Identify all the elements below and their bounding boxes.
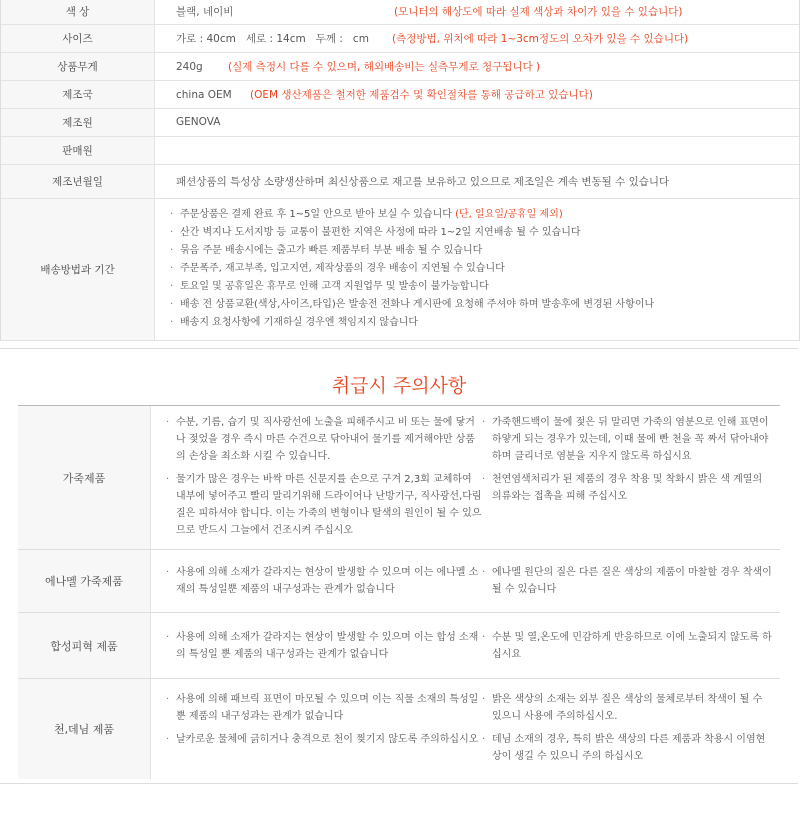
country-label: 제조국 (1, 80, 155, 108)
spec-row-size (1, 24, 799, 52)
list-item: · 산간 벽지나 도서지방 등 교통이 불편한 지역은 사정에 따라 1~2일 지연배송 될 수 있습니다 (170, 224, 798, 242)
care-section (0, 348, 798, 784)
spec-row-seller (1, 136, 799, 164)
weight-value: 240g (176, 60, 203, 73)
date-label: 제조년월일 (1, 164, 155, 198)
synth-label: 합성피혁 제품 (18, 613, 151, 678)
list-item: · 토요일 및 공휴일은 휴무로 인해 고객 지원업무 및 발송이 불가능합니다 (170, 278, 798, 296)
list-item: · 가죽핸드백이 물에 젖은 뒤 말리면 가죽의 염분으로 인해 표면이 하얗게 되는 경우가 있는데, 이때 물에 빤 천을 꼭 짜서 닦아내야 하며 클리너로 염분을 지우지 않도록 하십시요 (482, 414, 772, 465)
color-value: 블랙, 네이비 (176, 6, 234, 19)
leather-label: 가죽제품 (18, 406, 151, 549)
size-label: 사이즈 (1, 24, 155, 52)
list-item: · 사용에 의해 소재가 갈라지는 현상이 발생할 수 있으며 이는 합성 소재의 특성일 뿐 제품의 내구성과는 관계가 없습니다 (166, 629, 482, 663)
date-value: 패션상품의 특성상 소량생산하며 최신상품으로 재고를 보유하고 있으므로 제조일은 계속 변동될 수 있습니다 (155, 164, 800, 198)
delivery-label: 배송방법과 기간 (1, 198, 155, 340)
size-note: (측정방법, 위치에 따라 1~3cm정도의 오차가 있을 수 있습니다) (392, 32, 689, 45)
list-item: · 묶음 주문 배송시에는 출고가 빠른 제품부터 부분 배송 될 수 있습니다 (170, 242, 798, 260)
list-item: · 에나멜 원단의 질은 다른 질은 색상의 제품이 마찰할 경우 착색이 될 수 있습니다 (482, 564, 772, 598)
care-table (18, 405, 780, 779)
color-note: (모니터의 해상도에 따라 실제 색상과 차이가 있을 수 있습니다) (394, 6, 683, 19)
weight-label: 상품무게 (1, 52, 155, 80)
seller-label: 판매원 (1, 136, 155, 164)
list-item: · 배송 전 상품교환(색상,사이즈,타입)은 발송전 전화나 게시판에 요청해 주셔야 하며 발송후에 변경된 사항이나 (170, 296, 798, 314)
spec-row-weight (1, 52, 799, 80)
spec-table (1, 0, 799, 341)
list-item: · 사용에 의해 패브릭 표면이 마모될 수 있으며 이는 직물 소재의 특성일 뿐 제품의 내구성과는 관계가 없습니다 (166, 691, 482, 725)
list-item: · 배송지 요청사항에 기재하실 경우엔 책임지지 않습니다 (170, 314, 798, 332)
weight-note: (실제 측정시 다를 수 있으며, 해외배송비는 실측무게로 청구됩니다 ) (228, 60, 541, 73)
spec-row-delivery (1, 198, 799, 340)
fabric-label: 천,데님 제품 (18, 679, 151, 779)
list-item: · 주문폭주, 재고부족, 입고지연, 제작상품의 경우 배송이 지연될 수 있습니다 (170, 260, 798, 278)
spec-row-date (1, 164, 799, 198)
list-item: · 주문상품은 결제 완료 후 1~5일 안으로 받아 보실 수 있습니다 (단, 일요일/공휴일 제외) (170, 206, 798, 224)
spec-row-maker (1, 108, 799, 136)
list-item: · 수분, 기름, 습기 및 직사광선에 노출을 피해주시고 비 또는 물에 닿거나 젖었을 경우 즉시 마른 수건으로 닦아내어 물기를 제거해야만 상품의 손상을 최소화 시킬 수 있습니다. (166, 414, 482, 465)
delivery-list (170, 206, 798, 332)
spec-row-country (1, 80, 799, 108)
country-note: (OEM 생산제품은 철저한 제품검수 및 확인절차를 통해 공급하고 있습니다) (250, 88, 593, 101)
size-value: 가로 : 40cm 세로 : 14cm 두께 : cm (176, 32, 369, 45)
list-item: · 날카로운 물체에 긁히거나 충격으로 천이 찢기지 않도록 주의하십시오 (166, 731, 482, 748)
maker-label: 제조원 (1, 108, 155, 136)
maker-value: GENOVA (155, 108, 800, 136)
list-item: · 수분 및 열,온도에 민감하게 반응하므로 이에 노출되지 않도록 하십시요 (482, 629, 772, 663)
product-info-panel (0, 0, 800, 341)
care-row-enamel (18, 550, 780, 613)
care-row-synthetic (18, 613, 780, 679)
care-title: 취급시 주의사항 (331, 375, 467, 397)
list-item: · 사용에 의해 소재가 갈라지는 현상이 발생할 수 있으며 이는 에나멜 소재의 특성일뿐 제품의 내구성과는 관계가 없습니다 (166, 564, 482, 598)
list-item: · 데님 소재의 경우, 특히 밝은 색상의 다른 제품과 착용시 이염현상이 생길 수 있으니 주의 하십시오 (482, 731, 772, 765)
seller-value (155, 136, 800, 164)
list-item: · 물기가 많은 경우는 바싹 마른 신문지를 손으로 구겨 2,3회 교체하여 내부에 넣어주고 빨리 말리기위해 드라이어나 난방기구, 직사광선,다림질은 피하셔야 합니다. 이는 가죽의 변형이나 탈색의 원인이 될 수 있으므로 반드시 그늘에서 건조시켜 주십시오 (166, 471, 482, 539)
color-label: 색 상 (1, 0, 155, 24)
care-row-fabric (18, 679, 780, 779)
spec-row-color (1, 0, 799, 24)
list-item: · 천연염색처리가 된 제품의 경우 착용 및 착화시 밝은 색 계열의 의류와는 접촉을 피해 주십시오 (482, 471, 772, 505)
country-value: china OEM (176, 88, 232, 101)
care-row-leather (18, 406, 780, 550)
list-item: · 밝은 색상의 소재는 외부 질은 색상의 물체로부터 착색이 될 수 있으니 사용에 주의하십시오. (482, 691, 772, 725)
enamel-label: 에나멜 가죽제품 (18, 550, 151, 612)
